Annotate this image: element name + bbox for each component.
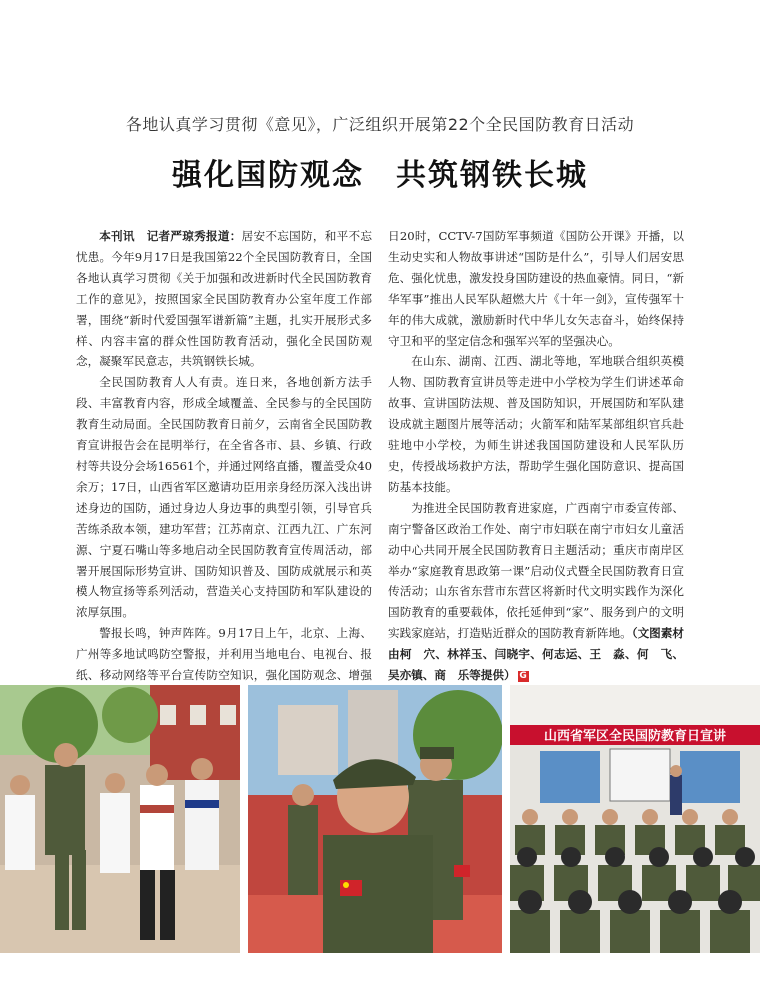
children-saluting-photo — [248, 685, 502, 953]
students-martial-arts-photo — [0, 685, 240, 953]
article-headline: 强化国防观念 共筑钢铁长城 — [172, 158, 588, 193]
paragraph-5-text: 为推进全民国防教育进家庭，广西南宁市委宣传部、南宁警备区政治工作处、南宁市妇联在南宁市妇女儿童活动中心共同开展全民国防教育日主题活动；重庆市南岸区举办“家庭教育思政第一课”启动仪式暨全民国防教育日宣传活动；山东省东营市东营区将新时代文明实践作为深化国防教育的重要载体，依托延伸到“家”、服务到户的文明实践家庭站，打造贴近群众的国防教育新阵地。 — [388, 500, 684, 641]
byline-reporter: 记者严琼秀报道： — [146, 229, 242, 243]
byline-tag: 本刊讯 — [99, 229, 135, 243]
end-mark-icon: G — [519, 670, 527, 681]
article-subtitle: 各地认真学习贯彻《意见》，广泛组织开展第22个全民国防教育日活动 — [125, 115, 635, 134]
article-column-left — [76, 226, 372, 707]
paragraph-2: 全民国防教育人人有责。连日来，各地创新方法手段、丰富教育内容，形成全域覆盖、全民参与的全民国防教育生动局面。全民国防教育日前夕，云南省全民国防教育宣讲报告会在昆明举行，在全省各市、县、乡镇、行政村等共设分会场16561个，并通过网络直播，覆盖受众40余万；17日，山西省军区邀请功臣用亲身经历深入浅出讲述身边的国防，通过身边人身边事的典型引领，引导官兵苦练杀敌本领，建功军营；江苏南京、江西九江、广东河源、宁夏石嘴山等多地启动全民国防教育宣传周活动，部署开展国际形势宣讲、国防知识普及、国防成就展示和英模人物宣扬等系列活动，营造关心支持国防和军队建设的浓厚氛围。 — [76, 375, 372, 620]
banner-text: 山西省军区全民国防教育日宣讲 — [543, 729, 727, 744]
photo-credit: （文图素材由柯 穴、林祥玉、闫晓宇、何志运、王 淼、何 飞、吴亦镇、商 乐等提供） — [388, 626, 684, 683]
military-lecture-photo — [510, 685, 760, 953]
paragraph-5 — [388, 498, 684, 686]
paragraph-3-continued: 日20时，CCTV-7国防军事频道《国防公开课》开播，以生动史实和人物故事讲述“国防是什么”，引导人们居安思危、强化忧患，激发投身国防建设的热血豪情。同日，“新华军事”推出人民军队超燃大片《十年一剑》，宣传强军十年的伟大成就，激励新时代中华儿女矢志奋斗，始终保持守卫和平的坚定信念和强军兴军的坚强决心。 — [388, 229, 684, 348]
photo-icon — [0, 685, 240, 953]
article-column-right — [388, 226, 684, 686]
paragraph-4: 在山东、湖南、江西、湖北等地，军地联合组织英模人物、国防教育宣讲员等走进中小学校为学生们讲述革命故事、宣讲国防法规、普及国防知识，开展国防和军队建设成就主题图片展等活动；火箭军和陆军某部组织官兵赴驻地中小学校，为师生讲述我国国防建设和人民军队历史，传授战场救护方法，帮助学生强化国防意识、提高国防基本技能。 — [388, 354, 684, 494]
photo-icon — [510, 685, 760, 953]
paragraph-1-text: 居安不忘国防，和平不忘忧患。今年9月17日是我国第22个全民国防教育日，全国各地认真学习贯彻《关于加强和改进新时代全民国防教育工作的意见》，按照国家全民国防教育办公室年度工作部署，围绕“新时代爱国强军谱新篇”主题，扎实开展形式多样、内容丰富的群众性国防教育活动，强化全民国防观念，凝聚军民意志，共筑钢铁长城。 — [76, 229, 372, 369]
photo-icon — [248, 685, 502, 953]
paragraph-1 — [76, 226, 372, 372]
paragraph-3: 警报长鸣，钟声阵阵。9月17日上午，北京、上海、广州等多地试鸣防空警报，并利用当地电台、电视台、报纸、移动网络等平台宣传防空知识，强化国防观念、增强 — [76, 626, 372, 683]
